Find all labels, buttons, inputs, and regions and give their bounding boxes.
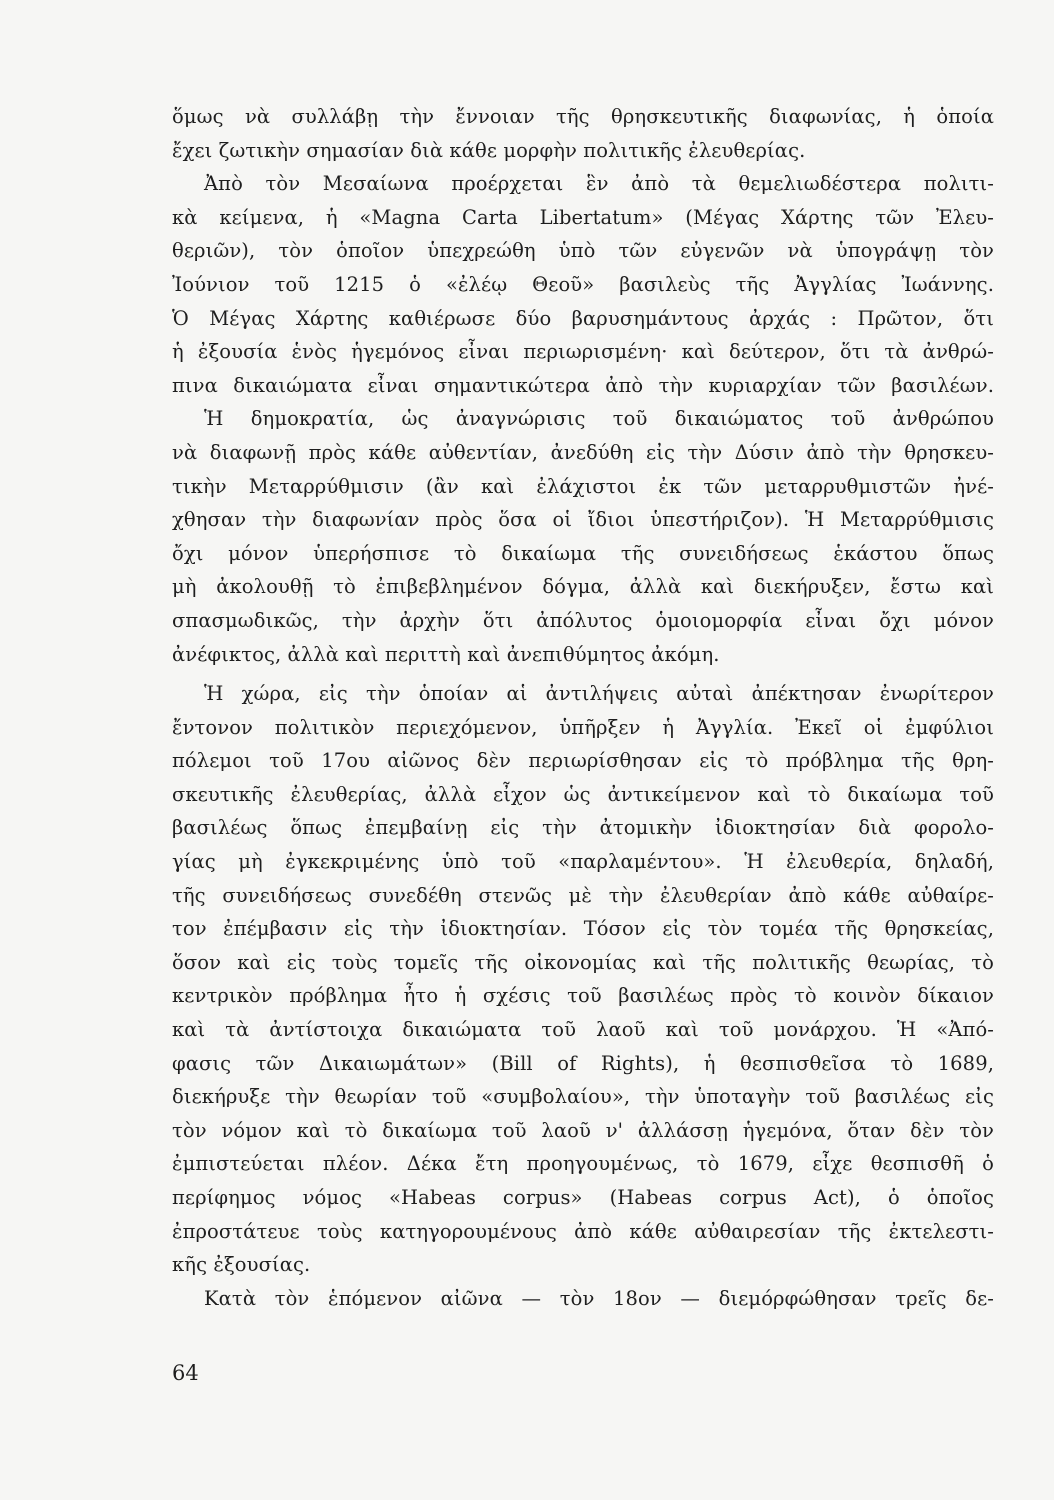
text-line: τῆς συνειδήσεως συνεδέθη στενῶς μὲ τὴν ἐλευθερίαν ἀπὸ κάθε αὐθαίρε- bbox=[172, 883, 994, 907]
text-line: Ἰούνιον τοῦ 1215 ὁ «ἐλέῳ Θεοῦ» βασιλεὺς τῆς Ἀγγλίας Ἰωάννης. bbox=[172, 272, 994, 296]
text-line: ἐμπιστεύεται πλέον. Δέκα ἔτη προηγουμένως, τὸ 1679, εἶχε θεσπισθῆ ὁ bbox=[172, 1152, 994, 1176]
text-line: ἡ ἐξουσία ἑνὸς ἡγεμόνος εἶναι περιωρισμένη· καὶ δεύτερον, ὅτι τὰ ἀνθρώ- bbox=[172, 340, 994, 364]
text-line: περίφημος νόμος «Habeas corpus» (Habeas corpus Act), ὁ ὁποῖος bbox=[172, 1186, 994, 1209]
body-text bbox=[172, 100, 994, 1315]
text-line: ἔχει ζωτικὴν σημασίαν διὰ κάθε μορφὴν πολιτικῆς ἐλευθερίας. bbox=[172, 138, 806, 162]
text-line: νὰ διαφωνῇ πρὸς κάθε αὐθεντίαν, ἀνεδύθη εἰς τὴν Δύσιν ἀπὸ τὴν θρησκευ- bbox=[172, 440, 994, 464]
text-line: Ἡ δημοκρατία, ὡς ἀναγνώρισις τοῦ δικαιώματος τοῦ ἀνθρώπου bbox=[204, 407, 994, 431]
text-line: ἔντονον πολιτικὸν περιεχόμενον, ὑπῆρξεν ἡ Ἀγγλία. Ἐκεῖ οἱ ἐμφύλιοι bbox=[172, 715, 994, 739]
page-number: 64 bbox=[172, 1361, 199, 1385]
text-line: γίας μὴ ἐγκεκριμένης ὑπὸ τοῦ «παρλαμέντου». Ἡ ἐλευθερία, δηλαδή, bbox=[172, 850, 994, 874]
text-line: χθησαν τὴν διαφωνίαν πρὸς ὅσα οἱ ἴδιοι ὑπεστήριζον). Ἡ Μεταρρύθμισις bbox=[172, 508, 994, 532]
text-line: κεντρικὸν πρόβλημα ἦτο ἡ σχέσις τοῦ βασιλέως πρὸς τὸ κοινὸν δίκαιον bbox=[172, 984, 994, 1008]
text-line: τικὴν Μεταρρύθμισιν (ἂν καὶ ἐλάχιστοι ἐκ τῶν μεταρρυθμιστῶν ἠνέ- bbox=[172, 474, 994, 498]
text-line: κῆς ἐξουσίας. bbox=[172, 1253, 311, 1277]
text-line: κὰ κείμενα, ἡ «Magna Carta Libertatum» (Μέγας Χάρτης τῶν Ἐλευ- bbox=[172, 205, 994, 229]
text-line: φασις τῶν Δικαιωμάτων» (Bill of Rights), ἡ θεσπισθεῖσα τὸ 1689, bbox=[172, 1051, 994, 1075]
text-line: διεκήρυξε τὴν θεωρίαν τοῦ «συμβολαίου», τὴν ὑποταγὴν τοῦ βασιλέως εἰς bbox=[172, 1085, 994, 1109]
text-line: πόλεμοι τοῦ 17ου αἰῶνος δὲν περιωρίσθησαν εἰς τὸ πρόβλημα τῆς θρη- bbox=[172, 749, 994, 773]
text-line: τον ἐπέμβασιν εἰς τὴν ἰδιοκτησίαν. Τόσον εἰς τὸν τομέα τῆς θρησκείας, bbox=[172, 917, 994, 941]
text-line: Ἡ χώρα, εἰς τὴν ὁποίαν αἱ ἀντιλήψεις αὐταὶ ἀπέκτησαν ἐνωρίτερον bbox=[204, 682, 994, 706]
text-line: βασιλέως ὅπως ἐπεμβαίνῃ εἰς τὴν ἀτομικὴν ἰδιοκτησίαν διὰ φορολο- bbox=[172, 816, 994, 840]
text-line: καὶ τὰ ἀντίστοιχα δικαιώματα τοῦ λαοῦ καὶ τοῦ μονάρχου. Ἡ «Ἀπό- bbox=[172, 1018, 994, 1042]
text-line: Ὁ Μέγας Χάρτης καθιέρωσε δύο βαρυσημάντους ἀρχάς : Πρῶτον, ὅτι bbox=[172, 306, 994, 330]
text-line: ἀνέφικτος, ἀλλὰ καὶ περιττὴ καὶ ἀνεπιθύμητος ἀκόμη. bbox=[172, 642, 720, 666]
text-line: τὸν νόμον καὶ τὸ δικαίωμα τοῦ λαοῦ ν' ἀλλάσσῃ ἡγεμόνα, ὅταν δὲν τὸν bbox=[172, 1118, 994, 1142]
text-line: πινα δικαιώματα εἶναι σημαντικώτερα ἀπὸ τὴν κυριαρχίαν τῶν βασιλέων. bbox=[172, 373, 994, 397]
text-line: Ἀπὸ τὸν Μεσαίωνα προέρχεται ἓν ἀπὸ τὰ θεμελιωδέστερα πολιτι- bbox=[204, 172, 994, 196]
text-line: μὴ ἀκολουθῇ τὸ ἐπιβεβλημένον δόγμα, ἀλλὰ καὶ διεκήρυξεν, ἔστω καὶ bbox=[172, 575, 994, 599]
text-line: ὅμως νὰ συλλάβῃ τὴν ἔννοιαν τῆς θρησκευτικῆς διαφωνίας, ἡ ὁποία bbox=[172, 105, 994, 128]
text-line: ὅσον καὶ εἰς τοὺς τομεῖς τῆς οἰκονομίας καὶ τῆς πολιτικῆς θεωρίας, τὸ bbox=[172, 950, 994, 974]
text-line: ὄχι μόνον ὑπερήσπισε τὸ δικαίωμα τῆς συνειδήσεως ἑκάστου ὅπως bbox=[172, 541, 994, 565]
text-line: σκευτικῆς ἐλευθερίας, ἀλλὰ εἶχον ὡς ἀντικείμενον καὶ τὸ δικαίωμα τοῦ bbox=[172, 782, 994, 806]
text-line: σπασμωδικῶς, τὴν ἀρχὴν ὅτι ἀπόλυτος ὁμοιομορφία εἶναι ὄχι μόνον bbox=[172, 608, 994, 632]
text-line: ἐπροστάτευε τοὺς κατηγορουμένους ἀπὸ κάθε αὐθαιρεσίαν τῆς ἐκτελεστι- bbox=[172, 1219, 994, 1243]
text-line: Κατὰ τὸν ἑπόμενον αἰῶνα — τὸν 18ον — διεμόρφώθησαν τρεῖς δε- bbox=[204, 1286, 994, 1310]
text-line: θεριῶν), τὸν ὁποῖον ὑπεχρεώθη ὑπὸ τῶν εὐγενῶν νὰ ὑπογράψῃ τὸν bbox=[172, 239, 994, 263]
